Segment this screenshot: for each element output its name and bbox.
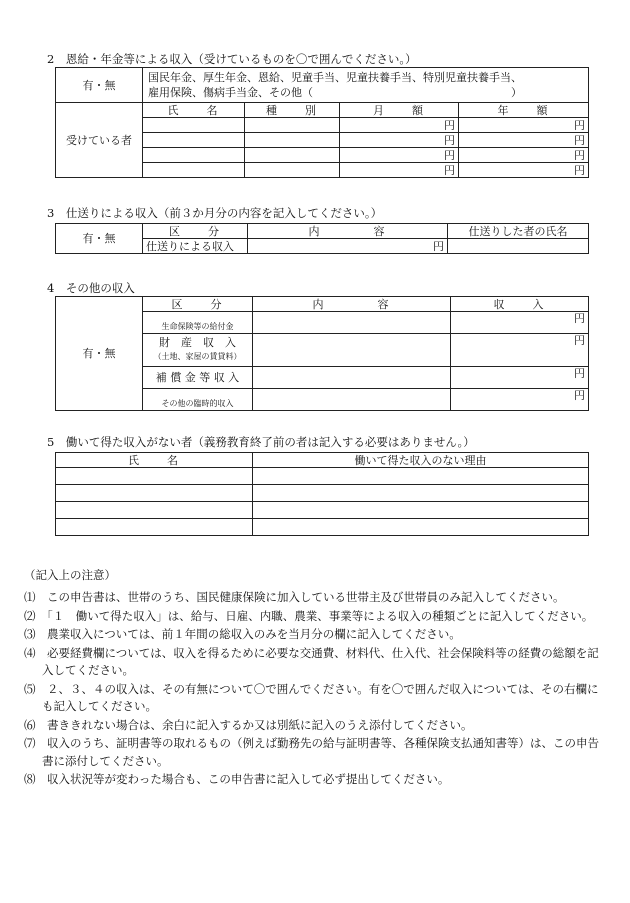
note-item: ⑶ 農業収入については、前１年間の総収入のみを当月分の欄に記入してください。 bbox=[24, 627, 461, 641]
s2-month-cell[interactable]: 円 bbox=[340, 148, 459, 163]
s5-reason-cell[interactable] bbox=[253, 519, 589, 536]
note-item: ⑸ ２、３、４の収入は、その有無について〇で囲んでください。有を〇で囲んだ収入については、その右欄にも記入してください。 bbox=[24, 681, 599, 713]
s3-col-naiyo: 内 容 bbox=[248, 224, 448, 239]
s4-naiyo-cell[interactable] bbox=[253, 389, 451, 411]
notes-title: （記入上の注意） bbox=[24, 568, 116, 582]
s4-naiyo-cell[interactable] bbox=[253, 312, 451, 334]
table-row bbox=[56, 502, 589, 519]
notes-section bbox=[24, 567, 599, 790]
s2-col-year: 年 額 bbox=[459, 103, 589, 118]
s2-col-name: 氏 名 bbox=[143, 103, 245, 118]
s4-income-cell[interactable]: 円 bbox=[451, 334, 589, 367]
s2-col-type: 種 別 bbox=[245, 103, 340, 118]
note-item: ⑴ この申告書は、世帯のうち、国民健康保険に加入している世帯主及び世帯員のみ記入してください。 bbox=[24, 590, 565, 604]
s2-type-cell[interactable] bbox=[245, 133, 340, 148]
s4-col-kubun: 区 分 bbox=[143, 297, 253, 312]
s3-col-sender: 仕送りした者の氏名 bbox=[448, 224, 589, 239]
s5-col-name: 氏 名 bbox=[56, 453, 253, 468]
section4-table bbox=[55, 296, 589, 411]
s2-col-month: 月 額 bbox=[340, 103, 459, 118]
s5-reason-cell[interactable] bbox=[253, 468, 589, 485]
s4-yes-no[interactable]: 有・無 bbox=[56, 297, 143, 411]
s2-type-cell[interactable] bbox=[245, 163, 340, 178]
s3-sender-cell[interactable] bbox=[448, 239, 589, 254]
s5-name-cell[interactable] bbox=[56, 485, 253, 502]
s2-receiving-label: 受けている者 bbox=[56, 103, 143, 178]
s2-income-types[interactable] bbox=[143, 68, 589, 103]
note-item: ⑵ 「１ 働いて得た収入」は、給与、日雇、内職、農業、事業等による収入の種類ごとに記入してください。 bbox=[24, 608, 594, 623]
s4-naiyo-cell[interactable] bbox=[253, 334, 451, 367]
s5-reason-cell[interactable] bbox=[253, 502, 589, 519]
table-row bbox=[56, 519, 589, 536]
s2-name-cell[interactable] bbox=[143, 118, 245, 133]
s3-col-kubun: 区 分 bbox=[143, 224, 248, 239]
table-row bbox=[56, 485, 589, 502]
s2-yes-no[interactable]: 有・無 bbox=[56, 68, 143, 103]
s3-amount-cell[interactable]: 円 bbox=[248, 239, 448, 254]
s2-type-cell[interactable] bbox=[245, 148, 340, 163]
s4-col-income: 収 入 bbox=[451, 297, 589, 312]
s4-naiyo-cell[interactable] bbox=[253, 367, 451, 389]
s5-col-reason: 働いて得た収入のない理由 bbox=[253, 453, 589, 468]
s2-type-cell[interactable] bbox=[245, 118, 340, 133]
s4-row-property-note: （土地、家屋の賃貸料） bbox=[153, 352, 242, 361]
s4-col-naiyo: 内 容 bbox=[253, 297, 451, 312]
s4-row-compensation: 補 償 金 等 収 入 bbox=[143, 367, 253, 389]
s4-income-cell[interactable]: 円 bbox=[451, 389, 589, 411]
s2-name-cell[interactable] bbox=[143, 148, 245, 163]
section2-title: 2 恩給・年金等による収入（受けているものを〇で囲んでください。） bbox=[47, 52, 417, 66]
note-item: ⑻ 収入状況等が変わった場合も、この申告書に記入して必ず提出してください。 bbox=[24, 772, 450, 786]
s2-name-cell[interactable] bbox=[143, 163, 245, 178]
s4-income-cell[interactable]: 円 bbox=[451, 312, 589, 334]
s4-row-property: 財 産 収 入 bbox=[159, 336, 236, 349]
section5-table bbox=[55, 452, 589, 536]
s2-name-cell[interactable] bbox=[143, 133, 245, 148]
section3-table bbox=[55, 223, 589, 254]
section2-table bbox=[55, 67, 589, 178]
s2-types-line1: 国民年金、厚生年金、恩給、児童手当、児童扶養手当、特別児童扶養手当、 bbox=[148, 71, 522, 84]
section5-title: 5 働いて得た収入がない者（義務教育終了前の者は記入する必要はありません。） bbox=[47, 435, 475, 449]
s2-year-cell[interactable]: 円 bbox=[459, 148, 589, 163]
table-row bbox=[56, 468, 589, 485]
s4-row-other: その他の臨時的収入 bbox=[161, 399, 234, 408]
s2-year-cell[interactable]: 円 bbox=[459, 118, 589, 133]
section3-title: 3 仕送りによる収入（前３か月分の内容を記入してください。） bbox=[47, 206, 383, 220]
s2-month-cell[interactable]: 円 bbox=[340, 118, 459, 133]
s2-month-cell[interactable]: 円 bbox=[340, 133, 459, 148]
section4-title: 4 その他の収入 bbox=[47, 281, 135, 295]
s5-reason-cell[interactable] bbox=[253, 485, 589, 502]
s4-income-cell[interactable]: 円 bbox=[451, 367, 589, 389]
s5-name-cell[interactable] bbox=[56, 468, 253, 485]
note-item: ⑹ 書ききれない場合は、余白に記入するか又は別紙に記入のうえ添付してください。 bbox=[24, 717, 473, 732]
s4-row-life-insurance: 生命保険等の給付金 bbox=[161, 322, 234, 331]
note-item: ⑺ 収入のうち、証明書等の取れるもの（例えば勤務先の給与証明書等、各種保険支払通知書等）は、この申告書に添付してください。 bbox=[24, 736, 599, 768]
s2-year-cell[interactable]: 円 bbox=[459, 133, 589, 148]
s2-month-cell[interactable]: 円 bbox=[340, 163, 459, 178]
s3-row-label: 仕送りによる収入 bbox=[143, 239, 248, 254]
s2-types-line2: 雇用保険、傷病手当金、その他（ ） bbox=[148, 86, 522, 99]
s2-year-cell[interactable]: 円 bbox=[459, 163, 589, 178]
s5-name-cell[interactable] bbox=[56, 519, 253, 536]
note-item: ⑷ 必要経費欄については、収入を得るために必要な交通費、材料代、仕入代、社会保険料等の経費の総額を記入してください。 bbox=[24, 645, 599, 677]
s5-name-cell[interactable] bbox=[56, 502, 253, 519]
s3-yes-no[interactable]: 有・無 bbox=[56, 224, 143, 254]
